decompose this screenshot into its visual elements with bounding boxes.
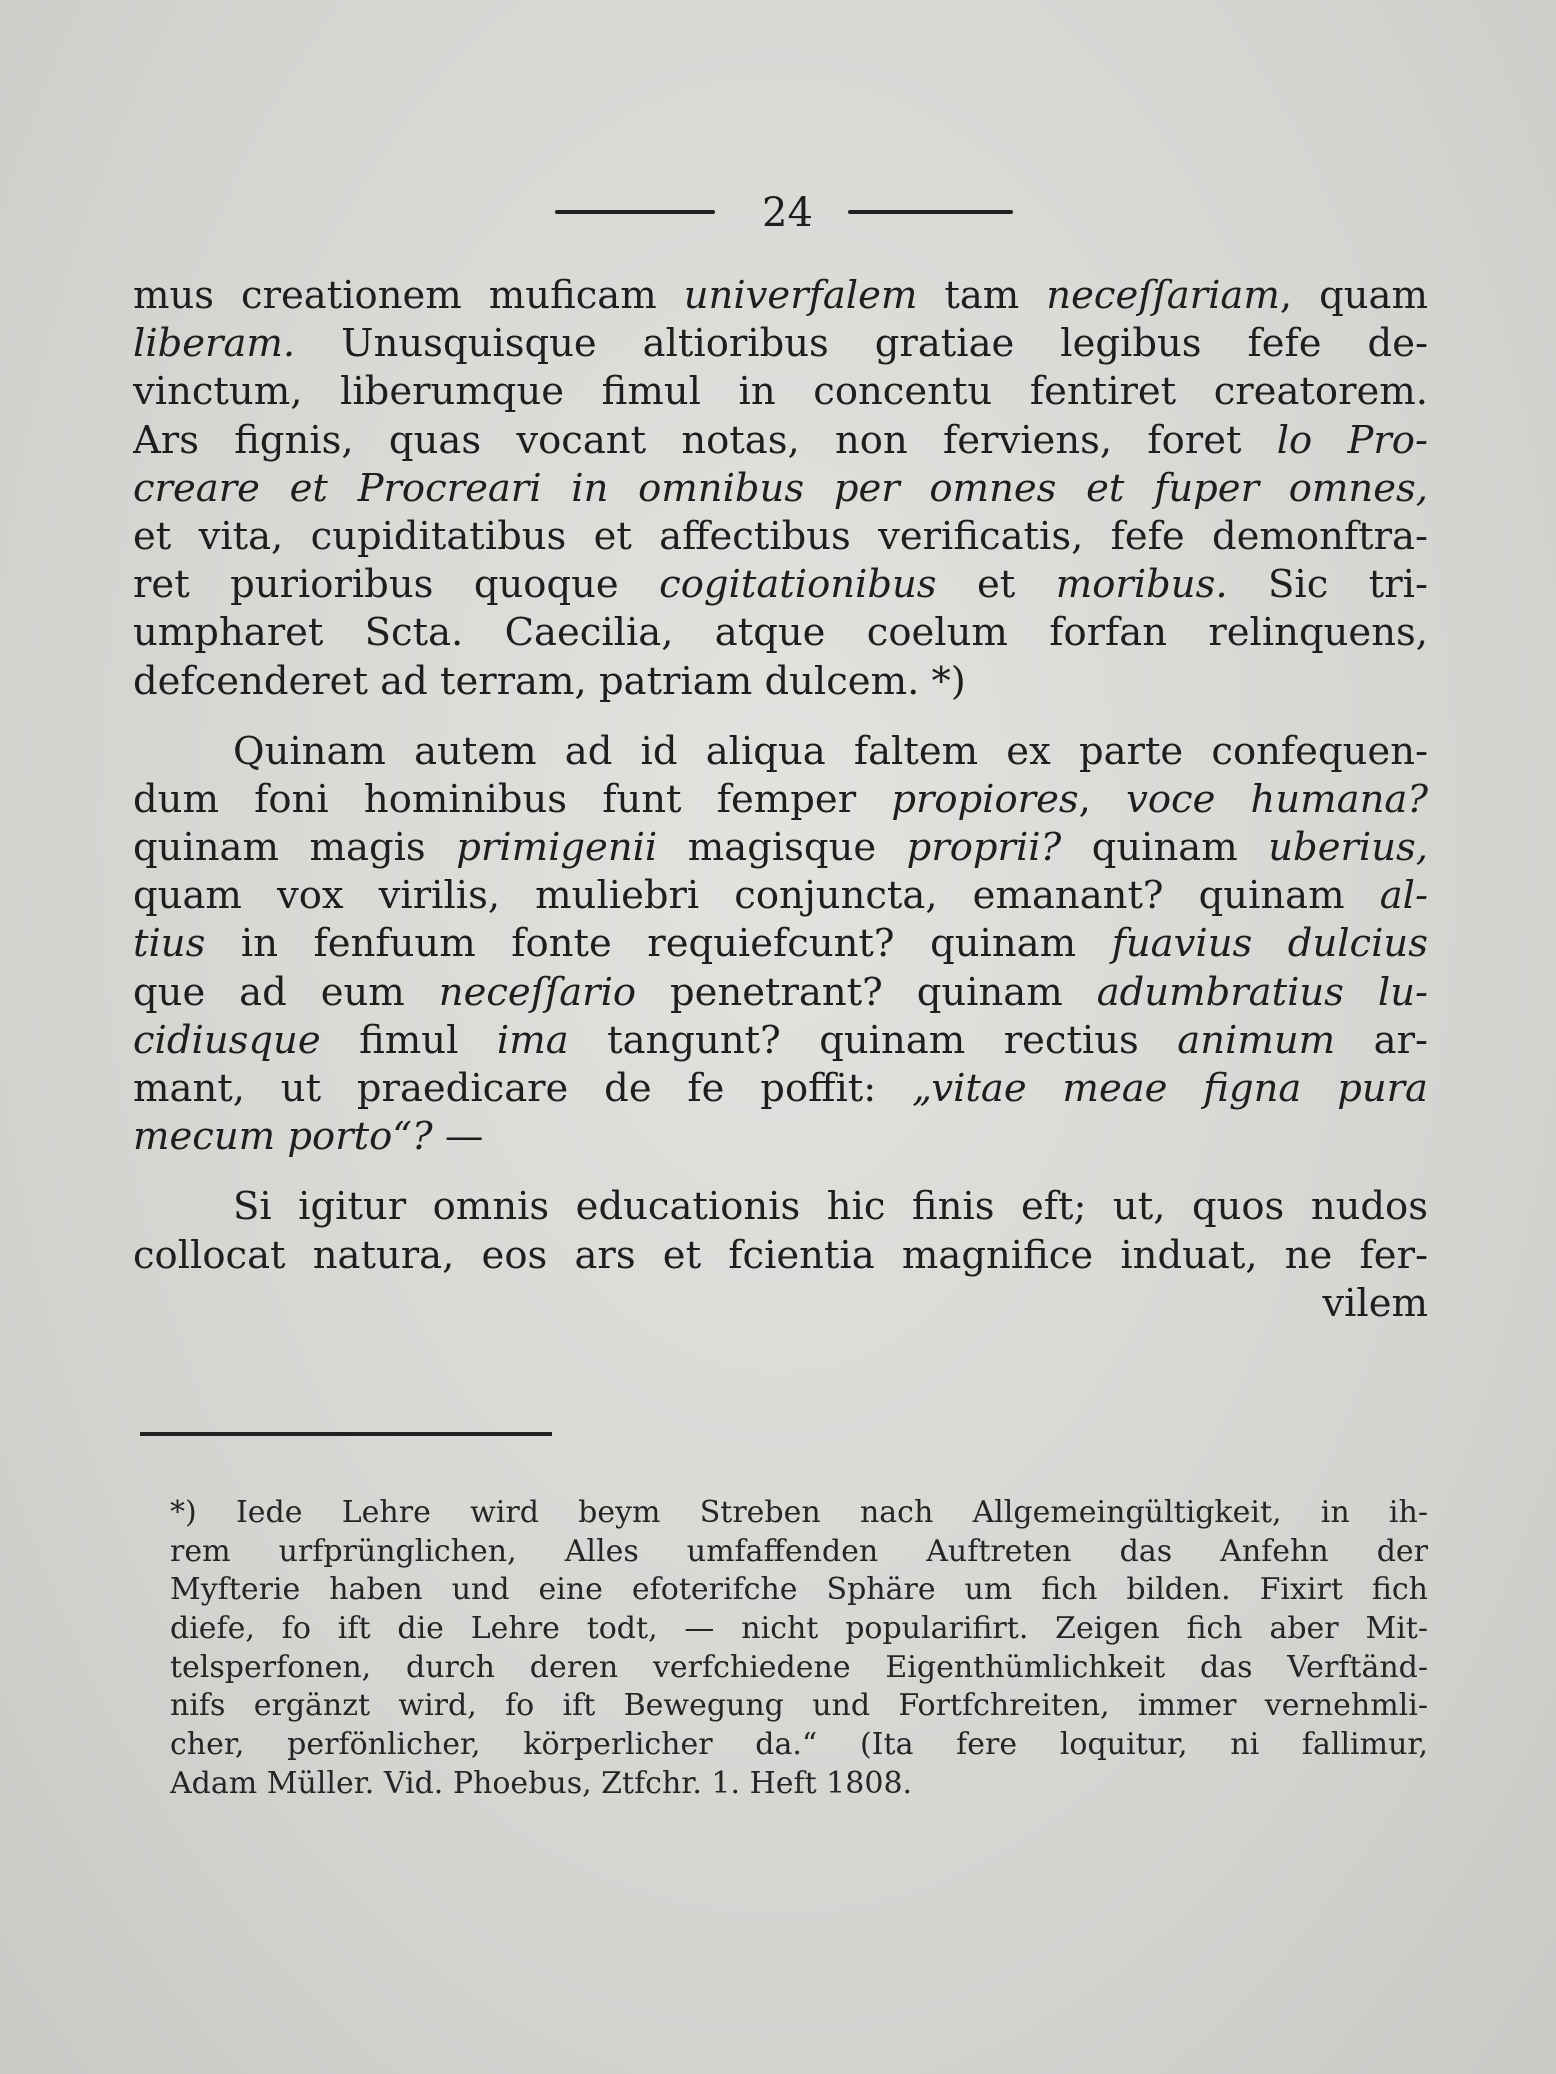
text-line — [133, 728, 1428, 776]
text-line — [133, 368, 1428, 416]
italic-run: cogitationibus — [659, 562, 937, 608]
text-run: — — [432, 1114, 484, 1160]
paragraph — [133, 272, 1428, 706]
text-run: quinam magis — [133, 825, 457, 871]
italic-run: liberam. — [133, 321, 296, 367]
text-line — [133, 465, 1428, 513]
text-run: collocat natura, eos ars et fcientia magnifice induat, ne fer- — [133, 1232, 1428, 1278]
text-run: quam vox virilis, muliebri conjuncta, emanant? quinam — [133, 873, 1380, 919]
italic-run: propiores — [891, 776, 1079, 822]
footnote-line: telsperfonen, durch deren verfchiedene Eigenthümlichkeit das Verftänd- — [170, 1649, 1428, 1685]
text-run: ar- — [1335, 1017, 1428, 1063]
italic-run: neceſſario — [438, 969, 637, 1015]
text-line — [133, 872, 1428, 920]
text-run: , quam — [1279, 273, 1428, 318]
italic-run: neceſſariam — [1046, 273, 1280, 318]
italic-run: creare et Procreari in omnibus per omnes et fuper omnes, — [133, 465, 1428, 511]
paragraph — [133, 1183, 1428, 1328]
italic-run: al- — [1379, 873, 1428, 919]
text-line — [133, 658, 1428, 706]
text-run: Quinam autem ad id aliqua faltem ex parte confequen- — [233, 728, 1428, 774]
italic-run: voce humana? — [1126, 776, 1428, 822]
main-text — [133, 272, 1428, 1328]
italic-run: fuavius dulcius — [1111, 921, 1428, 967]
footnote-line: cher, perfönlicher, körperlicher da.“ (Ita fere loquitur, ni fallimur, — [170, 1727, 1428, 1763]
footnote-line: diefe, fo ift die Lehre todt, — nicht popularifirt. Zeigen fich aber Mit- — [170, 1611, 1428, 1647]
italic-run: proprii? — [906, 825, 1062, 871]
text-run: in fenfuum fonte requiefcunt? quinam — [205, 921, 1112, 967]
text-run: , — [1078, 776, 1127, 822]
text-run: Sic tri- — [1227, 562, 1428, 608]
italic-run: animum — [1177, 1017, 1336, 1063]
text-run: mus creationem muficam — [133, 273, 684, 318]
footnote-line: *) Iede Lehre wird beym Streben nach Allgemeingültigkeit, in ih- — [170, 1495, 1428, 1530]
text-run: mant, ut praedicare de fe poffit: — [133, 1066, 913, 1111]
italic-run: adumbratius lu- — [1096, 969, 1428, 1015]
text-run: Ars fignis, quas vocant notas, non ferviens, foret — [133, 417, 1277, 463]
footnote-line: Adam Müller. Vid. Phoebus, Ztfchr. 1. Heft 1808. — [170, 1765, 913, 1801]
text-run: quinam — [1061, 825, 1269, 871]
text-run: penetrant? quinam — [636, 969, 1097, 1015]
text-line — [133, 609, 1428, 657]
text-run: vilem — [1322, 1280, 1428, 1326]
text-run: dum foni hominibus funt femper — [133, 776, 892, 822]
text-run: tangunt? quinam rectius — [568, 1017, 1178, 1063]
text-line — [133, 1183, 1428, 1231]
italic-run: tius — [133, 921, 206, 967]
italic-run: „vitae meae figna pura — [912, 1066, 1428, 1111]
text-line — [133, 969, 1428, 1017]
footnote-line: rem urfprünglichen, Alles umfaffenden Auftreten das Anfehn der — [170, 1533, 1428, 1569]
italic-run: primigenii — [456, 825, 658, 871]
text-line — [133, 776, 1428, 824]
paragraph-gap — [133, 1161, 1428, 1183]
text-run: et vita, cupiditatibus et affectibus verificatis, fefe demonftra- — [133, 513, 1428, 559]
text-line — [133, 513, 1428, 561]
text-line — [133, 824, 1428, 872]
footnote-line: nifs ergänzt wird, fo ift Bewegung und Fortfchreiten, immer vernehmli- — [170, 1688, 1428, 1724]
paragraph-gap — [133, 706, 1428, 728]
text-line — [133, 920, 1428, 968]
italic-run: univerfalem — [683, 273, 918, 318]
footnote-line: Myfterie haben und eine efoterifche Sphäre um fich bilden. Fixirt fich — [170, 1572, 1428, 1608]
footnote — [170, 1494, 1428, 1804]
text-run: et — [936, 562, 1056, 608]
text-line — [133, 561, 1428, 609]
text-line — [133, 1065, 1428, 1113]
text-run: que ad eum — [133, 969, 439, 1015]
page-header — [0, 190, 1556, 240]
text-line — [133, 417, 1428, 465]
italic-run: ima — [496, 1017, 569, 1063]
text-run: Si igitur omnis educationis hic finis eft; ut, quos nudos — [233, 1184, 1428, 1230]
page-number: 24 — [762, 190, 813, 236]
text-line — [133, 1113, 1428, 1161]
text-run: fimul — [320, 1017, 497, 1063]
text-run: ret purioribus quoque — [133, 562, 660, 608]
text-run: umpharet Scta. Caecilia, atque coelum forfan relinquens, — [133, 610, 1428, 656]
header-rule-right — [848, 210, 1013, 214]
text-line — [133, 1280, 1428, 1328]
text-run: Unusquisque altioribus gratiae legibus fefe de- — [295, 321, 1428, 367]
header-rule-left — [555, 210, 715, 214]
text-run: defcenderet ad terram, patriam dulcem. *) — [133, 658, 966, 704]
italic-run: lo Pro- — [1276, 417, 1428, 463]
text-line — [133, 272, 1428, 320]
text-line — [133, 320, 1428, 368]
paragraph — [133, 728, 1428, 1162]
text-line — [133, 1232, 1428, 1280]
italic-run: uberius, — [1268, 825, 1428, 871]
italic-run: cidiusque — [133, 1017, 321, 1063]
text-run: vinctum, liberumque fimul in concentu fentiret creatorem. — [133, 369, 1428, 415]
italic-run: moribus. — [1055, 562, 1228, 608]
text-line — [133, 1017, 1428, 1065]
footnote-rule — [140, 1432, 552, 1436]
text-run: magisque — [657, 825, 907, 871]
italic-run: mecum porto“? — [133, 1114, 433, 1160]
text-run: tam — [917, 273, 1047, 318]
